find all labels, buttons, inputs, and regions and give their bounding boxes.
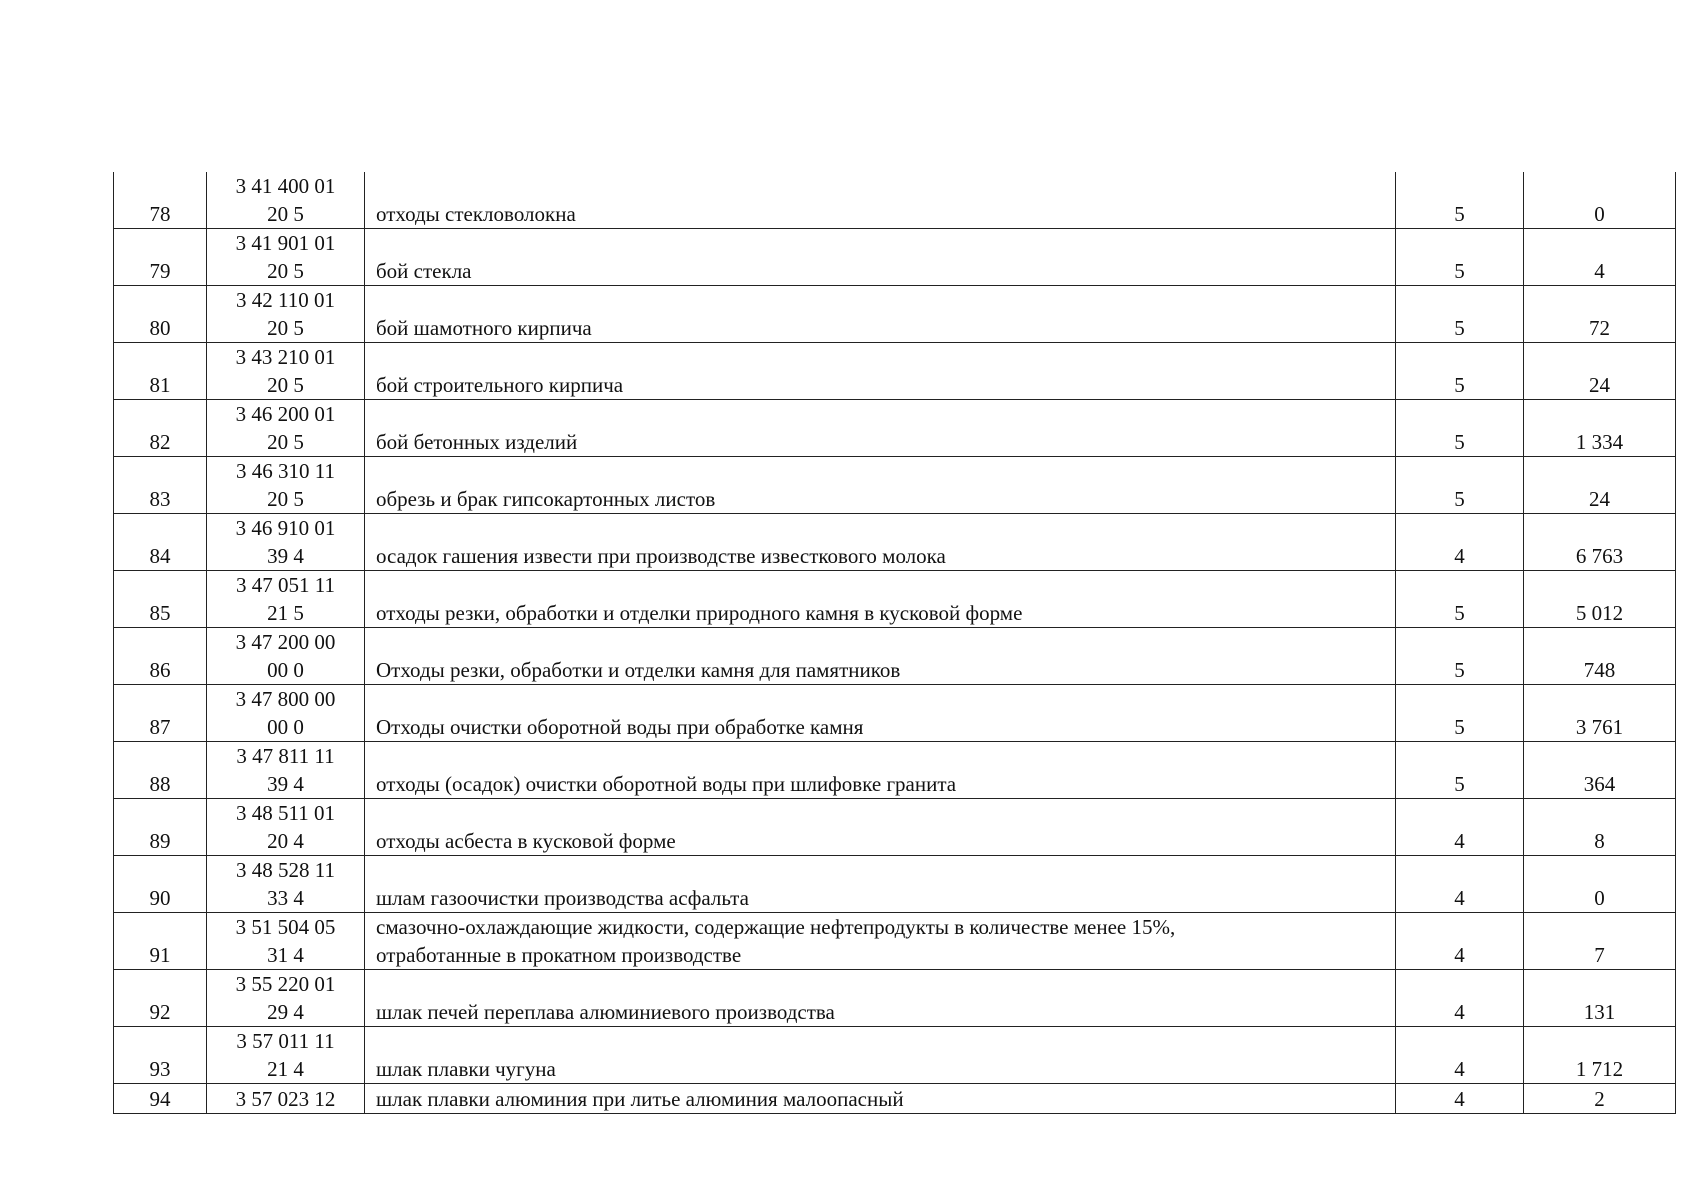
waste-table-body <box>114 172 1676 1114</box>
hazard-class-cell: 5 <box>1396 286 1524 343</box>
table-row <box>114 856 1676 913</box>
row-number-cell: 92 <box>114 970 207 1027</box>
waste-code-cell <box>207 1027 365 1084</box>
waste-name-cell <box>365 514 1396 571</box>
quantity-cell: 4 <box>1524 229 1676 286</box>
waste-code-cell-line: 00 0 <box>267 658 304 682</box>
waste-name-cell <box>365 1084 1396 1114</box>
waste-code-cell <box>207 628 365 685</box>
waste-name-cell <box>365 1027 1396 1084</box>
table-row <box>114 799 1676 856</box>
table-row <box>114 172 1676 229</box>
waste-code-cell-line: 20 5 <box>267 259 304 283</box>
quantity-cell: 1 712 <box>1524 1027 1676 1084</box>
row-number-cell: 90 <box>114 856 207 913</box>
waste-name-cell <box>365 628 1396 685</box>
row-number-cell: 88 <box>114 742 207 799</box>
waste-code-cell-line: 39 4 <box>267 772 304 796</box>
quantity-cell: 6 763 <box>1524 514 1676 571</box>
table-row <box>114 1027 1676 1084</box>
waste-code-cell <box>207 799 365 856</box>
waste-name-cell-line: смазочно-охлаждающие жидкости, содержащие нефтепродукты в количестве менее 15%, <box>376 915 1176 939</box>
table-row <box>114 457 1676 514</box>
table-row <box>114 1084 1676 1114</box>
hazard-class-cell: 4 <box>1396 1084 1524 1114</box>
waste-name-cell-line: шлак плавки алюминия при литье алюминия малоопасный <box>376 1087 904 1111</box>
waste-name-cell <box>365 913 1396 970</box>
hazard-class-cell: 5 <box>1396 742 1524 799</box>
waste-name-cell <box>365 856 1396 913</box>
waste-name-cell-line: отходы стекловолокна <box>376 202 576 226</box>
waste-name-cell-line: бой шамотного кирпича <box>376 316 592 340</box>
waste-name-cell-line: бой стекла <box>376 259 472 283</box>
table-row <box>114 970 1676 1027</box>
table-row <box>114 400 1676 457</box>
hazard-class-cell: 5 <box>1396 571 1524 628</box>
hazard-class-cell: 5 <box>1396 628 1524 685</box>
waste-table <box>113 172 1676 1114</box>
hazard-class-cell: 5 <box>1396 229 1524 286</box>
waste-code-cell <box>207 742 365 799</box>
hazard-class-cell: 5 <box>1396 343 1524 400</box>
waste-code-cell-line: 20 5 <box>267 430 304 454</box>
waste-code-cell-line: 3 46 910 01 <box>235 516 336 540</box>
table-row <box>114 343 1676 400</box>
waste-code-cell-line: 31 4 <box>267 943 304 967</box>
waste-name-cell <box>365 970 1396 1027</box>
waste-code-cell-line: 3 57 011 11 <box>236 1029 335 1053</box>
waste-code-cell-line: 3 48 511 01 <box>236 801 335 825</box>
waste-code-cell-line: 3 47 200 00 <box>235 630 336 654</box>
waste-code-cell-line: 3 51 504 05 <box>235 915 336 939</box>
waste-code-cell-line: 20 5 <box>267 316 304 340</box>
waste-code-cell <box>207 856 365 913</box>
waste-name-cell-line: шлам газоочистки производства асфальта <box>376 886 749 910</box>
hazard-class-cell: 4 <box>1396 913 1524 970</box>
waste-name-cell-line: отходы (осадок) очистки оборотной воды при шлифовке гранита <box>376 772 957 796</box>
row-number-cell: 89 <box>114 799 207 856</box>
waste-code-cell <box>207 913 365 970</box>
quantity-cell: 748 <box>1524 628 1676 685</box>
table-row <box>114 286 1676 343</box>
quantity-cell: 2 <box>1524 1084 1676 1114</box>
quantity-cell: 8 <box>1524 799 1676 856</box>
waste-code-cell-line: 3 55 220 01 <box>235 972 336 996</box>
waste-code-cell-line: 3 47 811 11 <box>236 744 335 768</box>
hazard-class-cell: 5 <box>1396 400 1524 457</box>
waste-name-cell <box>365 343 1396 400</box>
waste-name-cell-line: Отходы резки, обработки и отделки камня для памятников <box>376 658 901 682</box>
row-number-cell: 82 <box>114 400 207 457</box>
waste-name-cell-line: обрезь и брак гипсокартонных листов <box>376 487 716 511</box>
quantity-cell: 131 <box>1524 970 1676 1027</box>
table-row <box>114 685 1676 742</box>
waste-name-cell-line: отходы резки, обработки и отделки природного камня в кусковой форме <box>376 601 1023 625</box>
row-number-cell: 79 <box>114 229 207 286</box>
waste-code-cell-line: 29 4 <box>267 1000 304 1024</box>
waste-name-cell-line: шлак печей переплава алюминиевого производства <box>376 1000 835 1024</box>
waste-code-cell-line: 3 48 528 11 <box>236 858 335 882</box>
table-row <box>114 514 1676 571</box>
hazard-class-cell: 5 <box>1396 685 1524 742</box>
waste-name-cell <box>365 457 1396 514</box>
table-row <box>114 571 1676 628</box>
waste-code-cell-line: 20 5 <box>267 202 304 226</box>
hazard-class-cell: 4 <box>1396 856 1524 913</box>
waste-name-cell-line: бой строительного кирпича <box>376 373 624 397</box>
row-number-cell: 86 <box>114 628 207 685</box>
waste-name-cell-line: шлак плавки чугуна <box>376 1057 556 1081</box>
waste-name-cell-line: бой бетонных изделий <box>376 430 578 454</box>
waste-code-cell-line: 3 42 110 01 <box>236 288 335 312</box>
waste-name-cell <box>365 229 1396 286</box>
quantity-cell: 24 <box>1524 457 1676 514</box>
waste-code-cell-line: 3 47 051 11 <box>236 573 335 597</box>
waste-code-cell-line: 39 4 <box>267 544 304 568</box>
waste-name-cell <box>365 172 1396 229</box>
waste-code-cell <box>207 343 365 400</box>
table-row <box>114 742 1676 799</box>
waste-code-cell-line: 20 5 <box>267 373 304 397</box>
row-number-cell: 84 <box>114 514 207 571</box>
table-row <box>114 229 1676 286</box>
waste-code-cell <box>207 229 365 286</box>
hazard-class-cell: 5 <box>1396 457 1524 514</box>
waste-code-cell-line: 21 4 <box>267 1057 304 1081</box>
waste-code-cell-line: 20 5 <box>267 487 304 511</box>
waste-code-cell-line: 3 46 200 01 <box>235 402 336 426</box>
hazard-class-cell: 4 <box>1396 1027 1524 1084</box>
waste-name-cell <box>365 571 1396 628</box>
row-number-cell: 85 <box>114 571 207 628</box>
waste-code-cell-line: 3 57 023 12 <box>235 1087 336 1111</box>
row-number-cell: 94 <box>114 1084 207 1114</box>
quantity-cell: 72 <box>1524 286 1676 343</box>
table-row <box>114 913 1676 970</box>
waste-code-cell-line: 3 46 310 11 <box>236 459 335 483</box>
waste-code-cell <box>207 400 365 457</box>
waste-code-cell-line: 3 41 400 01 <box>235 174 336 198</box>
waste-code-cell <box>207 172 365 229</box>
waste-code-cell <box>207 571 365 628</box>
waste-code-cell-line: 3 41 901 01 <box>235 231 336 255</box>
waste-code-cell-line: 33 4 <box>267 886 304 910</box>
waste-name-cell <box>365 799 1396 856</box>
hazard-class-cell: 4 <box>1396 970 1524 1027</box>
waste-name-cell <box>365 685 1396 742</box>
quantity-cell: 364 <box>1524 742 1676 799</box>
row-number-cell: 87 <box>114 685 207 742</box>
waste-name-cell-line: осадок гашения извести при производстве известкового молока <box>376 544 946 568</box>
waste-code-cell-line: 00 0 <box>267 715 304 739</box>
hazard-class-cell: 5 <box>1396 172 1524 229</box>
quantity-cell: 5 012 <box>1524 571 1676 628</box>
table-row <box>114 628 1676 685</box>
hazard-class-cell: 4 <box>1396 799 1524 856</box>
waste-code-cell-line: 3 43 210 01 <box>235 345 336 369</box>
row-number-cell: 91 <box>114 913 207 970</box>
waste-code-cell <box>207 970 365 1027</box>
row-number-cell: 83 <box>114 457 207 514</box>
waste-code-cell-line: 3 47 800 00 <box>235 687 336 711</box>
waste-code-cell <box>207 514 365 571</box>
quantity-cell: 3 761 <box>1524 685 1676 742</box>
quantity-cell: 24 <box>1524 343 1676 400</box>
waste-name-cell <box>365 286 1396 343</box>
waste-code-cell <box>207 286 365 343</box>
row-number-cell: 78 <box>114 172 207 229</box>
waste-name-cell-line: отработанные в прокатном производстве <box>376 943 742 967</box>
quantity-cell: 0 <box>1524 172 1676 229</box>
row-number-cell: 93 <box>114 1027 207 1084</box>
waste-name-cell <box>365 742 1396 799</box>
row-number-cell: 80 <box>114 286 207 343</box>
waste-code-cell-line: 20 4 <box>267 829 304 853</box>
waste-code-cell <box>207 685 365 742</box>
quantity-cell: 1 334 <box>1524 400 1676 457</box>
waste-code-cell <box>207 1084 365 1114</box>
waste-code-cell-line: 21 5 <box>267 601 304 625</box>
waste-name-cell <box>365 400 1396 457</box>
quantity-cell: 7 <box>1524 913 1676 970</box>
hazard-class-cell: 4 <box>1396 514 1524 571</box>
quantity-cell: 0 <box>1524 856 1676 913</box>
row-number-cell: 81 <box>114 343 207 400</box>
waste-name-cell-line: Отходы очистки оборотной воды при обработке камня <box>376 715 864 739</box>
waste-name-cell-line: отходы асбеста в кусковой форме <box>376 829 676 853</box>
waste-code-cell <box>207 457 365 514</box>
